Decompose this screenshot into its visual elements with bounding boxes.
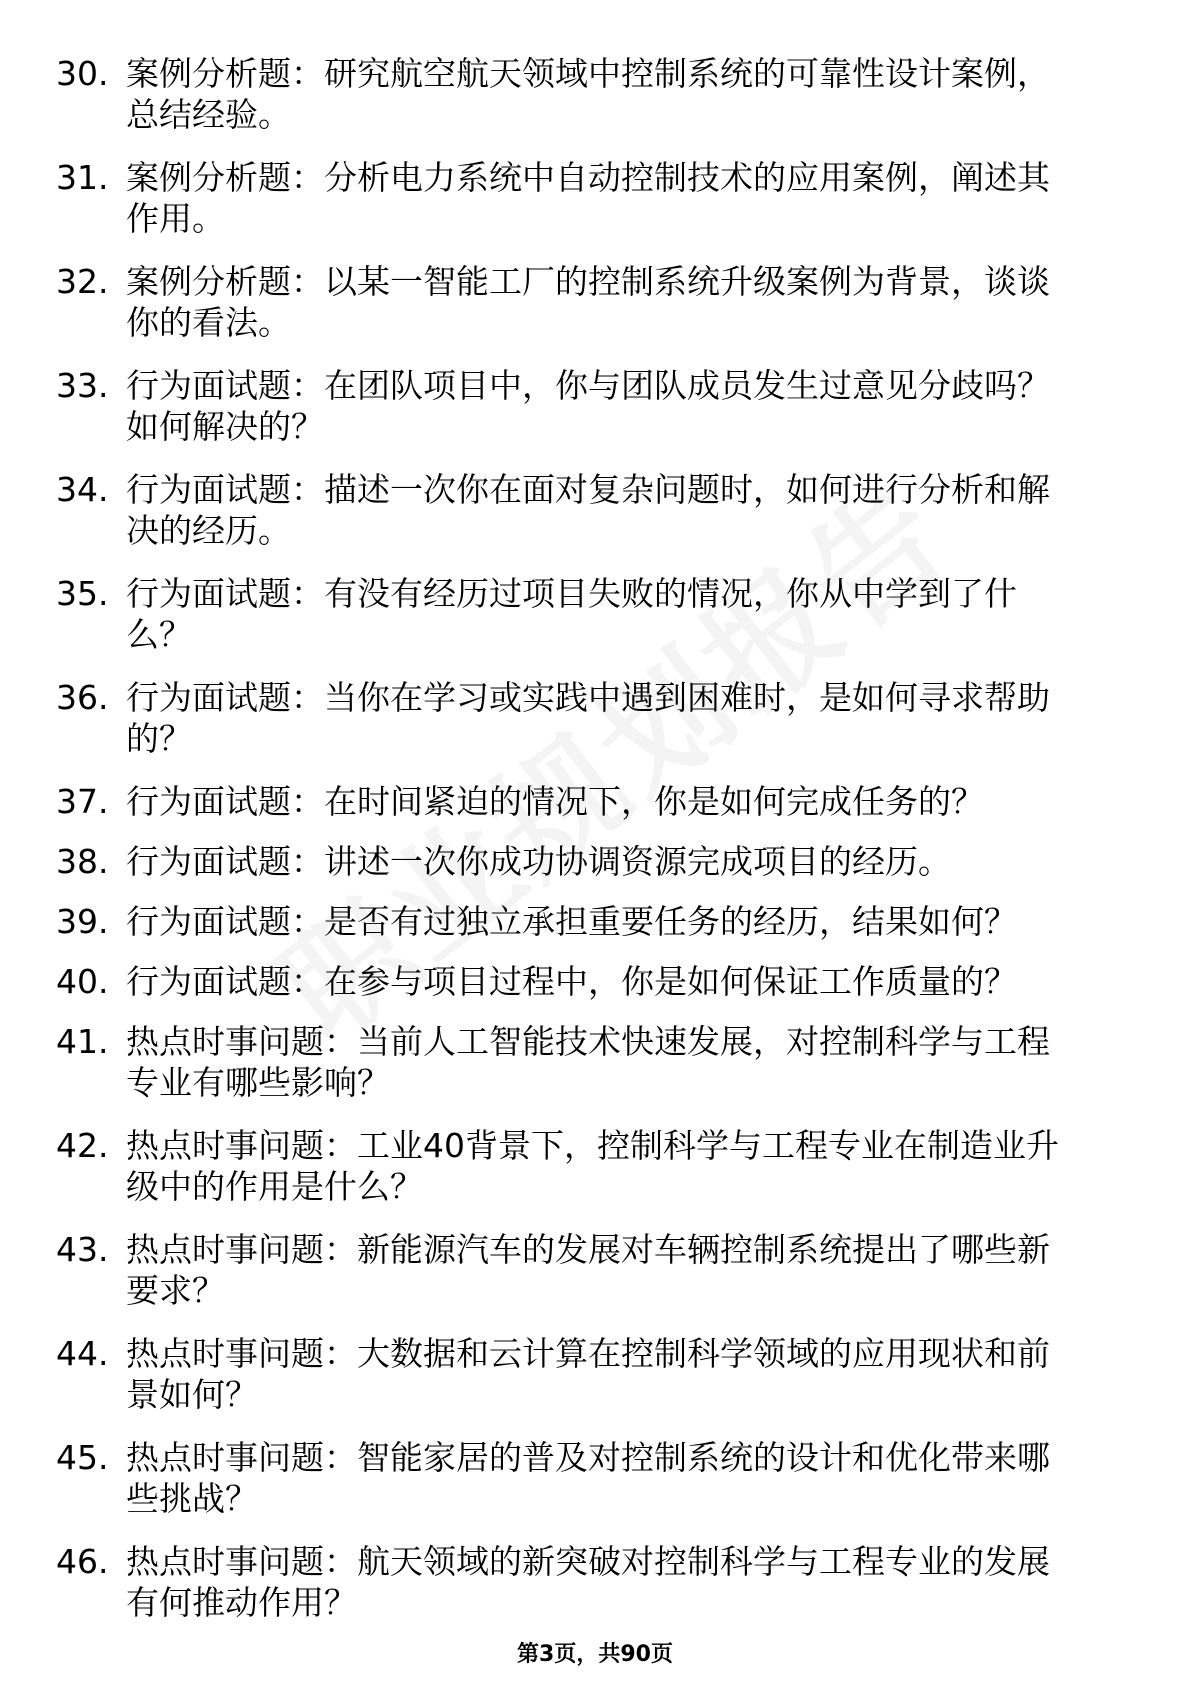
question-number: 39. xyxy=(56,902,109,941)
question-text: 行为面试题：描述一次你在面对复杂问题时，如何进行分析和解 决的经历。 xyxy=(126,470,1050,550)
question-number: 35. xyxy=(56,574,109,613)
question-item xyxy=(56,901,1116,942)
question-item xyxy=(56,261,1116,343)
question-number: 41. xyxy=(56,1022,109,1061)
question-text: 热点时事问题：工业40背景下，控制科学与工程专业在制造业升 级中的作用是什么？ xyxy=(126,1126,1059,1206)
question-number: 31. xyxy=(56,158,109,197)
question-item xyxy=(56,53,1116,135)
question-item xyxy=(56,841,1116,882)
question-text: 行为面试题：在团队项目中，你与团队成员发生过意见分歧吗？ 如何解决的？ xyxy=(126,366,1050,446)
question-text: 热点时事问题：智能家居的普及对控制系统的设计和优化带来哪 些挑战？ xyxy=(126,1438,1050,1518)
question-item xyxy=(56,157,1116,239)
question-text: 热点时事问题：大数据和云计算在控制科学领域的应用现状和前 景如何？ xyxy=(126,1334,1050,1414)
question-number: 45. xyxy=(56,1438,109,1477)
question-number: 38. xyxy=(56,842,109,881)
question-item xyxy=(56,1125,1116,1207)
question-item xyxy=(56,1021,1116,1103)
question-number: 30. xyxy=(56,54,109,93)
question-number: 46. xyxy=(56,1542,109,1581)
question-item xyxy=(56,1541,1116,1623)
question-text: 行为面试题：是否有过独立承担重要任务的经历，结果如何？ xyxy=(126,902,1017,941)
question-item xyxy=(56,1333,1116,1415)
question-text: 案例分析题：分析电力系统中自动控制技术的应用案例，阐述其 作用。 xyxy=(126,158,1050,238)
question-item xyxy=(56,1437,1116,1519)
question-item xyxy=(56,469,1116,551)
question-number: 34. xyxy=(56,470,109,509)
page-footer: 第3页，共90页 xyxy=(517,1642,673,1667)
question-text: 行为面试题：在参与项目过程中，你是如何保证工作质量的？ xyxy=(126,962,1017,1001)
question-item xyxy=(56,961,1116,1002)
question-text: 行为面试题：有没有经历过项目失败的情况，你从中学到了什 么？ xyxy=(126,574,1017,654)
question-number: 33. xyxy=(56,366,109,405)
question-number: 42. xyxy=(56,1126,109,1165)
question-number: 44. xyxy=(56,1334,109,1373)
question-text: 热点时事问题：新能源汽车的发展对车辆控制系统提出了哪些新 要求？ xyxy=(126,1230,1050,1310)
question-item xyxy=(56,573,1116,655)
question-text: 行为面试题：当你在学习或实践中遇到困难时，是如何寻求帮助 的？ xyxy=(126,678,1050,758)
question-text: 案例分析题：研究航空航天领域中控制系统的可靠性设计案例， 总结经验。 xyxy=(126,54,1050,134)
question-text: 案例分析题：以某一智能工厂的控制系统升级案例为背景，谈谈 你的看法。 xyxy=(126,262,1050,342)
question-text: 行为面试题：在时间紧迫的情况下，你是如何完成任务的？ xyxy=(126,782,984,821)
question-number: 37. xyxy=(56,782,109,821)
question-item xyxy=(56,365,1116,447)
question-number: 43. xyxy=(56,1230,109,1269)
question-item xyxy=(56,1229,1116,1311)
question-text: 行为面试题：讲述一次你成功协调资源完成项目的经历。 xyxy=(126,842,951,881)
question-text: 热点时事问题：航天领域的新突破对控制科学与工程专业的发展 有何推动作用？ xyxy=(126,1542,1050,1622)
question-item xyxy=(56,781,1116,822)
question-number: 40. xyxy=(56,962,109,1001)
question-list xyxy=(56,53,1116,1645)
question-number: 36. xyxy=(56,678,109,717)
question-item xyxy=(56,677,1116,759)
question-text: 热点时事问题：当前人工智能技术快速发展，对控制科学与工程 专业有哪些影响？ xyxy=(126,1022,1050,1102)
question-number: 32. xyxy=(56,262,109,301)
